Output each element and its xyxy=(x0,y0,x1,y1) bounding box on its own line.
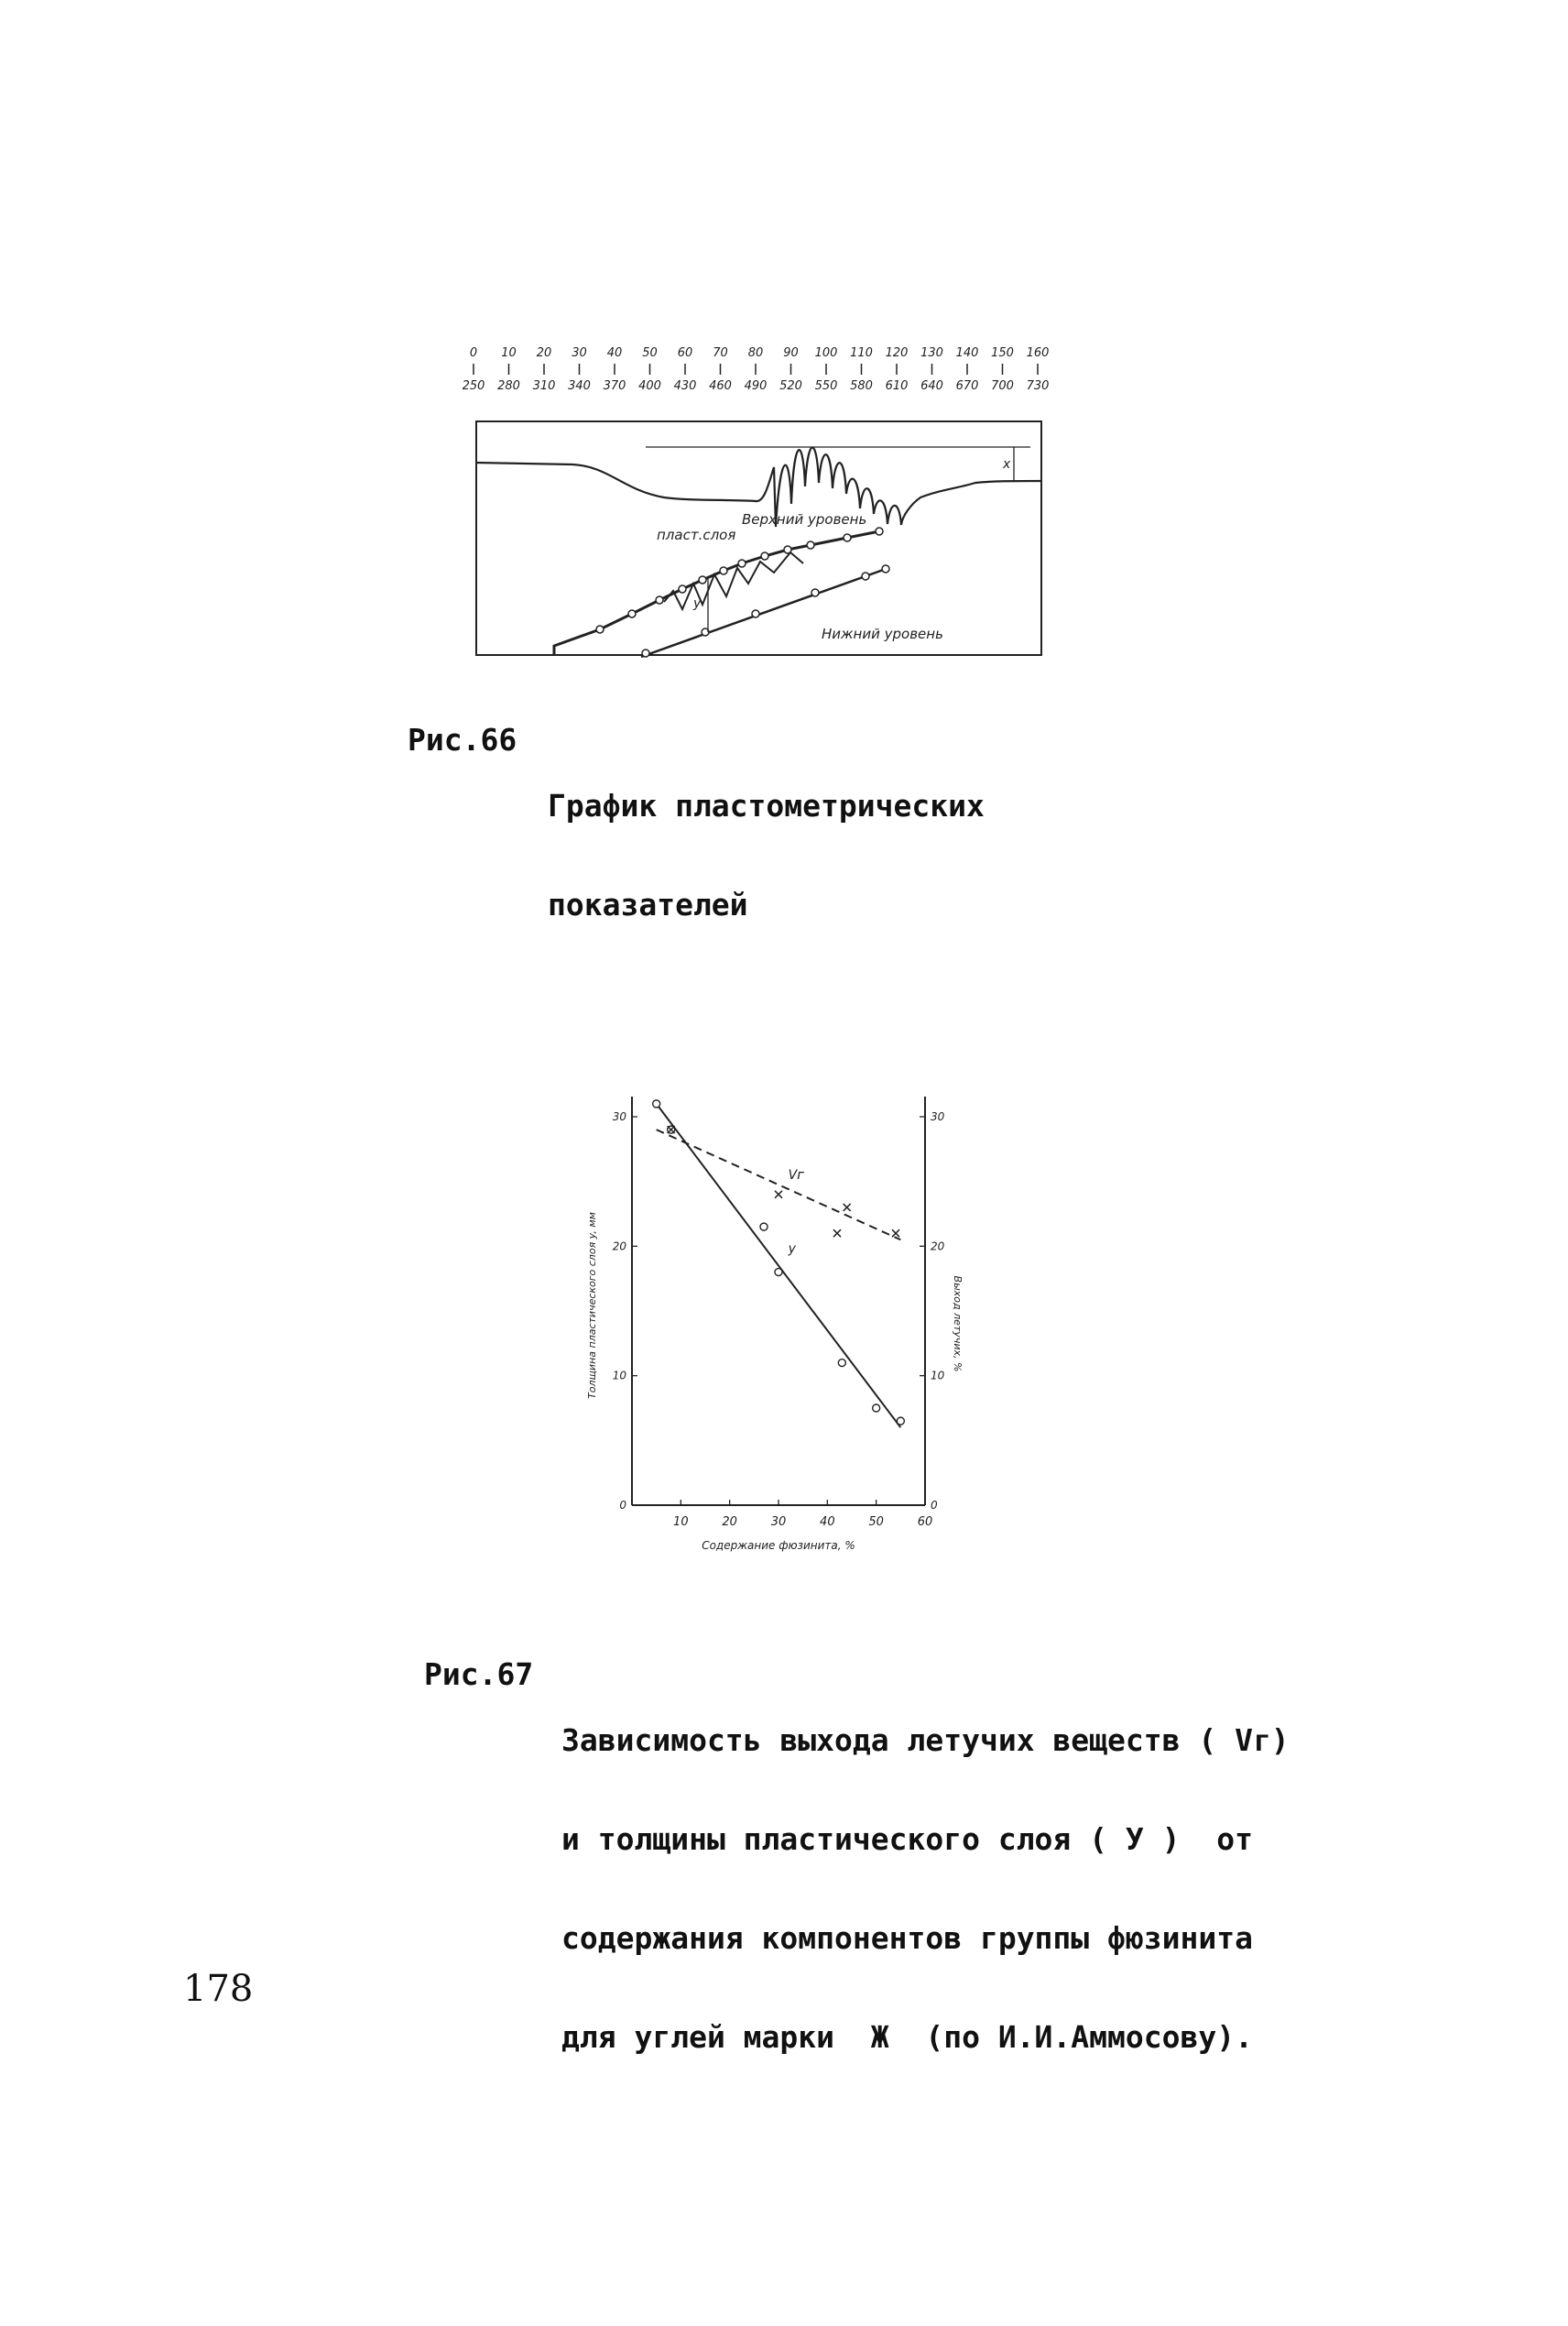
left-y-tick-label: 20 xyxy=(612,1239,626,1253)
top-scale-label: 150 xyxy=(991,346,1014,360)
top-scale-label: 100 xyxy=(814,346,838,360)
left-y-tick-label: 0 xyxy=(619,1499,626,1512)
left-y-tick-label: 30 xyxy=(612,1110,626,1123)
fusinite-chart xyxy=(568,1086,971,1562)
bottom-scale-label: 640 xyxy=(920,379,943,393)
series-label-v: Vᴦ xyxy=(788,1167,805,1183)
top-scale-label: 0 xyxy=(469,346,478,360)
top-scale-label: 50 xyxy=(642,346,658,360)
series-line-Vᴦ xyxy=(657,1130,901,1239)
page-number: 178 xyxy=(183,1968,254,2010)
chart-frame xyxy=(476,421,1041,655)
top-scale-label: 10 xyxy=(501,346,517,360)
upper-level-point xyxy=(761,552,768,560)
y-mark: y xyxy=(693,596,702,611)
upper-level-point xyxy=(876,528,883,535)
top-scale-label: 40 xyxy=(606,346,623,360)
figure-66 xyxy=(463,344,1049,664)
bottom-scale-label: 250 xyxy=(463,379,485,393)
x-tick-label: 60 xyxy=(917,1515,933,1529)
data-point-y xyxy=(873,1404,880,1412)
upper-level-point xyxy=(628,610,636,617)
bottom-scale-label: 610 xyxy=(885,379,909,393)
right-y-tick-label: 20 xyxy=(931,1239,945,1253)
bottom-scale-label: 580 xyxy=(850,379,873,393)
bottom-scale-label: 550 xyxy=(814,379,838,393)
bottom-scale-label: 400 xyxy=(638,379,661,393)
data-point-Vᴦ xyxy=(775,1191,782,1198)
bottom-scale-label: 370 xyxy=(603,379,626,393)
upper-level-point xyxy=(699,576,706,584)
top-scale-label: 160 xyxy=(1026,346,1049,360)
bottom-scale-label: 310 xyxy=(532,379,556,393)
lower-level-line xyxy=(641,568,888,657)
top-scale-label: 20 xyxy=(536,346,552,360)
top-scale-label: 70 xyxy=(713,346,728,360)
left-axis-label: Толщина пластического слоя y, мм xyxy=(586,1212,598,1399)
x-tick-label: 50 xyxy=(868,1515,884,1529)
top-scale-label: 90 xyxy=(783,346,799,360)
lower-level-label: Нижний уровень xyxy=(822,626,943,642)
series-line-y xyxy=(657,1104,901,1427)
x-tick-label: 10 xyxy=(673,1515,689,1529)
lower-level-point xyxy=(752,610,759,617)
lower-level-point xyxy=(642,650,649,657)
top-scale-label: 80 xyxy=(747,346,764,360)
figure-67 xyxy=(568,1086,971,1562)
figure-66-caption xyxy=(408,722,1140,923)
top-scale-label: 120 xyxy=(885,346,909,360)
bottom-scale-label: 340 xyxy=(568,379,591,393)
upper-level-point xyxy=(844,534,851,541)
upper-level-label: Верхний уровень xyxy=(742,511,867,528)
x-axis-label: Содержание фюзинита, % xyxy=(702,1539,855,1552)
upper-level-label-2: пласт.слоя xyxy=(657,527,736,543)
left-y-tick-label: 10 xyxy=(612,1369,626,1382)
top-scale-label: 110 xyxy=(850,346,873,360)
x-mark: x xyxy=(1003,457,1011,472)
upper-level-point xyxy=(738,560,746,567)
upper-level-point xyxy=(679,585,686,593)
upper-zigzag xyxy=(664,552,803,609)
figure-66-caption-line-2: показателей xyxy=(548,887,748,923)
upper-level-point xyxy=(656,596,663,604)
top-scale-label: 140 xyxy=(955,346,979,360)
series-label-y: y xyxy=(788,1241,796,1257)
figure-67-caption-line-1: Зависимость выхода летучих веществ ( Vᴦ) xyxy=(561,1722,1290,1758)
bottom-scale-label: 280 xyxy=(497,379,520,393)
data-point-Vᴦ xyxy=(844,1204,851,1211)
upper-level-point xyxy=(720,567,727,574)
data-point-y xyxy=(897,1417,904,1425)
right-y-tick-label: 10 xyxy=(931,1369,945,1382)
data-point-y xyxy=(838,1360,845,1367)
figure-66-label: Рис.66 xyxy=(408,722,517,758)
top-scale-label: 30 xyxy=(572,346,587,360)
right-axis-label: Выход летучих, % xyxy=(952,1275,964,1372)
lower-level-point xyxy=(811,589,819,596)
plastometric-chart xyxy=(463,344,1049,664)
figure-67-caption-line-4: для углей марки Ж (по И.И.Аммосову). xyxy=(561,2019,1253,2055)
x-tick-label: 40 xyxy=(820,1515,835,1529)
bottom-scale-label: 520 xyxy=(779,379,802,393)
right-y-tick-label: 30 xyxy=(931,1110,945,1123)
x-tick-label: 30 xyxy=(770,1515,787,1529)
x-tick-label: 20 xyxy=(722,1515,737,1529)
top-scale-label: 60 xyxy=(677,346,693,360)
figure-67-caption-line-3: содержания компонентов группы фюзинита xyxy=(561,1920,1253,1956)
bottom-scale-label: 670 xyxy=(955,379,979,393)
data-point-y xyxy=(653,1100,660,1108)
upper-level-point xyxy=(807,541,814,549)
bottom-scale-label: 730 xyxy=(1026,379,1049,393)
bottom-scale-label: 430 xyxy=(673,379,697,393)
figure-67-caption-line-2: и толщины пластического слоя ( У ) от xyxy=(561,1821,1253,1857)
figure-66-caption-line-1: График пластометрических xyxy=(548,788,985,824)
lower-level-point xyxy=(862,573,869,580)
data-point-y xyxy=(775,1269,782,1276)
bottom-scale-label: 460 xyxy=(709,379,732,393)
figure-67-caption xyxy=(424,1656,1340,2055)
top-scale-label: 130 xyxy=(920,346,943,360)
data-point-Vᴦ xyxy=(892,1229,899,1237)
bottom-scale-label: 700 xyxy=(991,379,1014,393)
data-point-y xyxy=(760,1223,768,1230)
data-point-Vᴦ xyxy=(833,1229,841,1237)
bottom-scale-label: 490 xyxy=(744,379,768,393)
lower-level-point xyxy=(882,565,889,573)
upper-level-point xyxy=(596,626,604,633)
right-y-tick-label: 0 xyxy=(931,1499,938,1512)
figure-67-label: Рис.67 xyxy=(424,1656,534,1692)
